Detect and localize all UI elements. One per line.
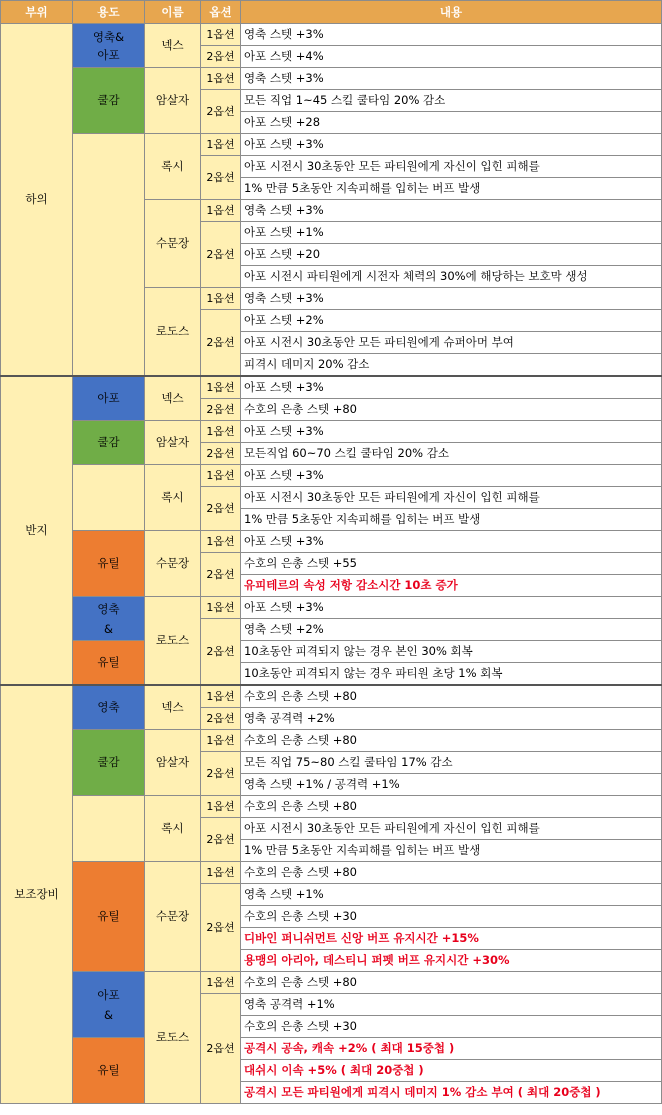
option-label: 1옵션	[201, 685, 241, 708]
table-row	[1, 421, 662, 443]
part-label: 반지	[1, 376, 73, 685]
option-label: 1옵션	[201, 465, 241, 487]
content-cell: 아포 스텟 +3%	[241, 376, 662, 399]
table-row	[1, 641, 662, 663]
option-label: 2옵션	[201, 884, 241, 972]
option-label: 2옵션	[201, 708, 241, 730]
set-name: 록시	[145, 134, 201, 200]
table-row	[1, 796, 662, 818]
content-cell: 아포 스텟 +2%	[241, 310, 662, 332]
option-label: 2옵션	[201, 156, 241, 200]
option-label: 2옵션	[201, 399, 241, 421]
table-row	[1, 1038, 662, 1060]
content-cell: 아포 시전시 30초동안 모든 파티원에게 자신이 입힌 피해를	[241, 156, 662, 178]
option-label: 1옵션	[201, 288, 241, 310]
part-label: 보조장비	[1, 685, 73, 1104]
use-cell: 쿨감	[73, 68, 145, 134]
part-label: 하의	[1, 24, 73, 377]
content-cell: 1% 만큼 5초동안 지속피해를 입히는 버프 발생	[241, 840, 662, 862]
content-cell: 수호의 은총 스텟 +80	[241, 399, 662, 421]
set-name: 암살자	[145, 421, 201, 465]
use-cell: 유틸	[73, 862, 145, 972]
option-label: 1옵션	[201, 597, 241, 619]
content-cell: 아포 스텟 +3%	[241, 597, 662, 619]
use-amp-text: &	[104, 1007, 113, 1022]
set-name: 넥스	[145, 685, 201, 730]
content-cell: 영축 스텟 +2%	[241, 619, 662, 641]
header-content: 내용	[241, 1, 662, 24]
content-cell: 10초동안 피격되지 않는 경우 본인 30% 회복	[241, 641, 662, 663]
option-label: 1옵션	[201, 421, 241, 443]
table-row	[1, 134, 662, 156]
content-cell: 아포 스텟 +3%	[241, 465, 662, 487]
content-cell: 1% 만큼 5초동안 지속피해를 입히는 버프 발생	[241, 178, 662, 200]
set-name: 로도스	[145, 972, 201, 1104]
use-cell: 유틸	[73, 1038, 145, 1104]
content-cell: 아포 스텟 +3%	[241, 421, 662, 443]
use-cell: 쿨감	[73, 730, 145, 796]
content-cell: 영축 스텟 +1% / 공격력 +1%	[241, 774, 662, 796]
use-cell: 유틸	[73, 641, 145, 686]
option-label: 2옵션	[201, 487, 241, 531]
use-cell-empty	[73, 134, 145, 377]
use-cell: 영축	[73, 685, 145, 730]
option-label: 2옵션	[201, 553, 241, 597]
content-cell: 디바인 퍼니쉬먼트 신앙 버프 유지시간 +15%	[241, 928, 662, 950]
use-cell	[73, 972, 145, 1038]
content-cell: 수호의 은총 스텟 +80	[241, 730, 662, 752]
use-cell: 영축& 아포	[73, 24, 145, 68]
use-cell-empty	[73, 465, 145, 531]
option-label: 2옵션	[201, 818, 241, 862]
content-cell: 공격시 공속, 캐속 +2% ( 최대 15중첩 )	[241, 1038, 662, 1060]
option-label: 1옵션	[201, 24, 241, 46]
option-label: 1옵션	[201, 862, 241, 884]
content-cell: 아포 스텟 +28	[241, 112, 662, 134]
table-row	[1, 685, 662, 708]
option-label: 1옵션	[201, 796, 241, 818]
table-row	[1, 972, 662, 994]
content-cell: 수호의 은총 스텟 +30	[241, 906, 662, 928]
use-cell: 아포	[73, 376, 145, 421]
set-name: 록시	[145, 796, 201, 862]
content-cell: 모든직업 60~70 스킬 쿨타임 20% 감소	[241, 443, 662, 465]
use-buff-text: 영축	[97, 601, 120, 616]
option-label: 1옵션	[201, 68, 241, 90]
set-name: 록시	[145, 465, 201, 531]
table-row	[1, 376, 662, 399]
content-cell: 용맹의 아리아, 데스티니 퍼펫 버프 유지시간 +30%	[241, 950, 662, 972]
header-row	[1, 1, 662, 24]
content-cell: 피격시 데미지 20% 감소	[241, 354, 662, 377]
use-cell	[73, 597, 145, 641]
content-cell: 공격시 모든 파티원에게 피격시 데미지 1% 감소 부여 ( 최대 20중첩 )	[241, 1082, 662, 1104]
use-cell: 유틸	[73, 531, 145, 597]
set-name: 수문장	[145, 862, 201, 972]
content-cell: 아포 스텟 +20	[241, 244, 662, 266]
option-label: 1옵션	[201, 972, 241, 994]
option-label: 2옵션	[201, 619, 241, 686]
table-row	[1, 597, 662, 619]
content-cell: 수호의 은총 스텟 +80	[241, 972, 662, 994]
set-name: 수문장	[145, 531, 201, 597]
table-row	[1, 862, 662, 884]
table-row	[1, 531, 662, 553]
option-label: 1옵션	[201, 134, 241, 156]
option-label: 2옵션	[201, 443, 241, 465]
set-name: 암살자	[145, 730, 201, 796]
content-cell: 영축 스텟 +1%	[241, 884, 662, 906]
set-name: 넥스	[145, 24, 201, 68]
content-cell: 영축 스텟 +3%	[241, 200, 662, 222]
use-apo-text: 아포	[97, 987, 120, 1002]
content-cell: 수호의 은총 스텟 +30	[241, 1016, 662, 1038]
content-cell: 영축 공격력 +1%	[241, 994, 662, 1016]
content-cell: 유피테르의 속성 저항 감소시간 10초 증가	[241, 575, 662, 597]
table-row	[1, 465, 662, 487]
content-cell: 대쉬시 이속 +5% ( 최대 20중첩 )	[241, 1060, 662, 1082]
content-cell: 영축 스텟 +3%	[241, 68, 662, 90]
content-cell: 영축 스텟 +3%	[241, 24, 662, 46]
content-cell: 10초동안 피격되지 않는 경우 파티원 초당 1% 회복	[241, 663, 662, 686]
content-cell: 아포 시전시 파티원에게 시전자 체력의 30%에 해당하는 보호막 생성	[241, 266, 662, 288]
table-row	[1, 24, 662, 46]
header-part: 부위	[1, 1, 73, 24]
header-name: 이름	[145, 1, 201, 24]
content-cell: 영축 스텟 +3%	[241, 288, 662, 310]
content-cell: 모든 직업 75~80 스킬 쿨타임 17% 감소	[241, 752, 662, 774]
set-name: 로도스	[145, 597, 201, 686]
table-row	[1, 730, 662, 752]
option-label: 2옵션	[201, 222, 241, 288]
content-cell: 아포 시전시 30초동안 모든 파티원에게 슈퍼아머 부여	[241, 332, 662, 354]
content-cell: 아포 스텟 +4%	[241, 46, 662, 68]
content-cell: 아포 스텟 +3%	[241, 134, 662, 156]
content-cell: 수호의 은총 스텟 +55	[241, 553, 662, 575]
content-cell: 아포 스텟 +3%	[241, 531, 662, 553]
use-amp-text: &	[104, 621, 113, 636]
use-cell-empty	[73, 796, 145, 862]
option-label: 2옵션	[201, 994, 241, 1104]
set-name: 암살자	[145, 68, 201, 134]
set-name: 로도스	[145, 288, 201, 377]
option-label: 2옵션	[201, 90, 241, 134]
header-option: 옵션	[201, 1, 241, 24]
option-label: 1옵션	[201, 730, 241, 752]
option-label: 1옵션	[201, 376, 241, 399]
table-row	[1, 68, 662, 90]
option-label: 1옵션	[201, 531, 241, 553]
content-cell: 수호의 은총 스텟 +80	[241, 862, 662, 884]
content-cell: 아포 시전시 30초동안 모든 파티원에게 자신이 입힌 피해를	[241, 487, 662, 509]
content-cell: 수호의 은총 스텟 +80	[241, 685, 662, 708]
content-cell: 1% 만큼 5초동안 지속피해를 입히는 버프 발생	[241, 509, 662, 531]
set-name: 수문장	[145, 200, 201, 288]
option-label: 2옵션	[201, 46, 241, 68]
content-cell: 수호의 은총 스텟 +80	[241, 796, 662, 818]
header-use: 용도	[73, 1, 145, 24]
option-label: 2옵션	[201, 310, 241, 377]
content-cell: 아포 시전시 30초동안 모든 파티원에게 자신이 입힌 피해를	[241, 818, 662, 840]
content-cell: 영축 공격력 +2%	[241, 708, 662, 730]
use-cell: 쿨감	[73, 421, 145, 465]
content-cell: 모든 직업 1~45 스킬 쿨타임 20% 감소	[241, 90, 662, 112]
content-cell: 아포 스텟 +1%	[241, 222, 662, 244]
option-label: 2옵션	[201, 752, 241, 796]
set-name: 넥스	[145, 376, 201, 421]
option-label: 1옵션	[201, 200, 241, 222]
